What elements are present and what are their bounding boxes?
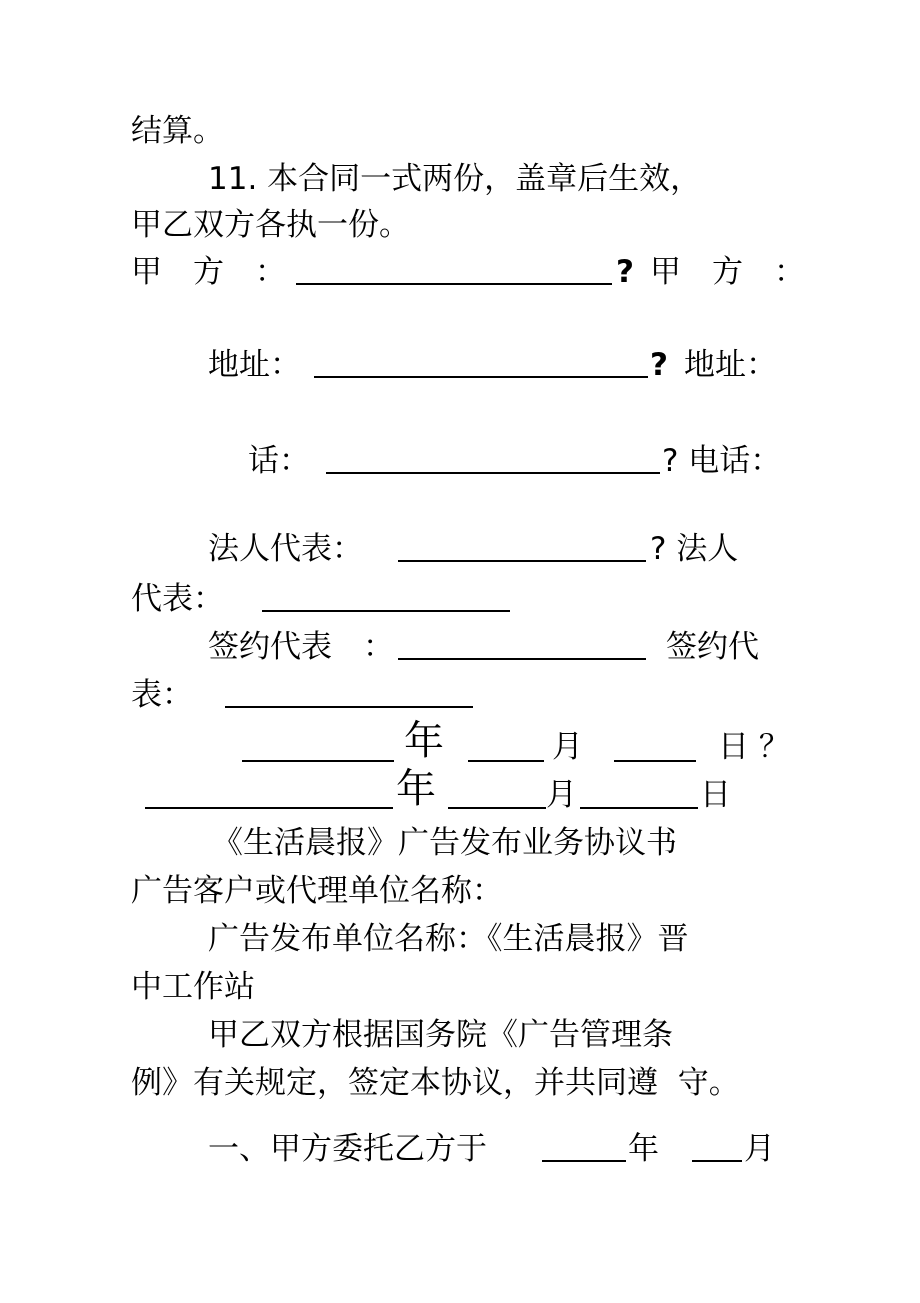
- address-a-blank[interactable]: [314, 346, 648, 378]
- party-separator: ?: [616, 254, 634, 290]
- address-a-label: 地址：: [208, 347, 301, 383]
- legal-rep-b-label-cont: 代表：: [131, 581, 224, 617]
- signer-b-label: 签约代: [666, 629, 759, 665]
- clause-1-month-blank[interactable]: [692, 1130, 742, 1162]
- date-a-day-label: 日 ？: [718, 729, 790, 765]
- clause-11: 11. 本合同一式两份，盖章后生效，: [208, 161, 702, 197]
- date-b-month-label: 月: [546, 777, 577, 813]
- agreement-basis-line2: 例》有关规定，签定本协议，并共同遵 守。: [131, 1065, 740, 1101]
- legal-rep-b-blank[interactable]: [262, 580, 510, 612]
- address-b-label: 地址：: [684, 347, 777, 383]
- date-b-year-label: 年: [396, 766, 436, 812]
- legal-rep-a-blank[interactable]: [398, 530, 646, 562]
- party-a-label: 甲 方 ：: [131, 254, 286, 290]
- phone-a-label: 话：: [248, 443, 310, 479]
- date-b-year-blank[interactable]: [145, 777, 393, 809]
- publisher-name-line2: 中工作站: [131, 969, 255, 1005]
- address-separator: ?: [650, 347, 668, 383]
- clause-1-month-label: 月: [744, 1131, 775, 1167]
- clause-11-cont: 甲乙双方各执一份。: [131, 207, 410, 243]
- phone-b-label: ? 电话：: [662, 443, 782, 479]
- date-a-month-blank[interactable]: [468, 730, 544, 762]
- date-a-year-label: 年: [404, 718, 444, 764]
- signer-a-blank[interactable]: [398, 628, 646, 660]
- date-b-day-blank[interactable]: [580, 777, 698, 809]
- clause-1-year-blank[interactable]: [542, 1130, 626, 1162]
- text-settlement: 结算。: [131, 113, 224, 149]
- phone-a-blank[interactable]: [326, 442, 660, 474]
- publisher-name-line1: 广告发布单位名称：《生活晨报》晋: [208, 921, 689, 957]
- agreement-title: 《生活晨报》广告发布业务协议书: [212, 825, 677, 861]
- date-a-month-label: 月: [552, 729, 583, 765]
- party-a-blank[interactable]: [296, 253, 612, 285]
- signer-b-label-cont: 表：: [131, 677, 193, 713]
- clause-1-year-label: 年: [628, 1131, 659, 1167]
- legal-rep-b-label: ? 法人: [650, 531, 739, 567]
- date-a-day-blank[interactable]: [614, 730, 696, 762]
- signer-a-label: 签约代表 ：: [208, 629, 394, 665]
- date-b-month-blank[interactable]: [448, 777, 546, 809]
- party-b-label: 甲 方 ：: [650, 254, 805, 290]
- legal-rep-a-label: 法人代表：: [208, 531, 363, 567]
- date-a-year-blank[interactable]: [242, 730, 394, 762]
- client-name-label: 广告客户或代理单位名称：: [131, 873, 503, 909]
- date-b-day-label: 日: [700, 777, 731, 813]
- agreement-basis-line1: 甲乙双方根据国务院《广告管理条: [208, 1017, 673, 1053]
- signer-b-blank[interactable]: [225, 676, 473, 708]
- clause-1-text: 一、甲方委托乙方于: [208, 1131, 487, 1167]
